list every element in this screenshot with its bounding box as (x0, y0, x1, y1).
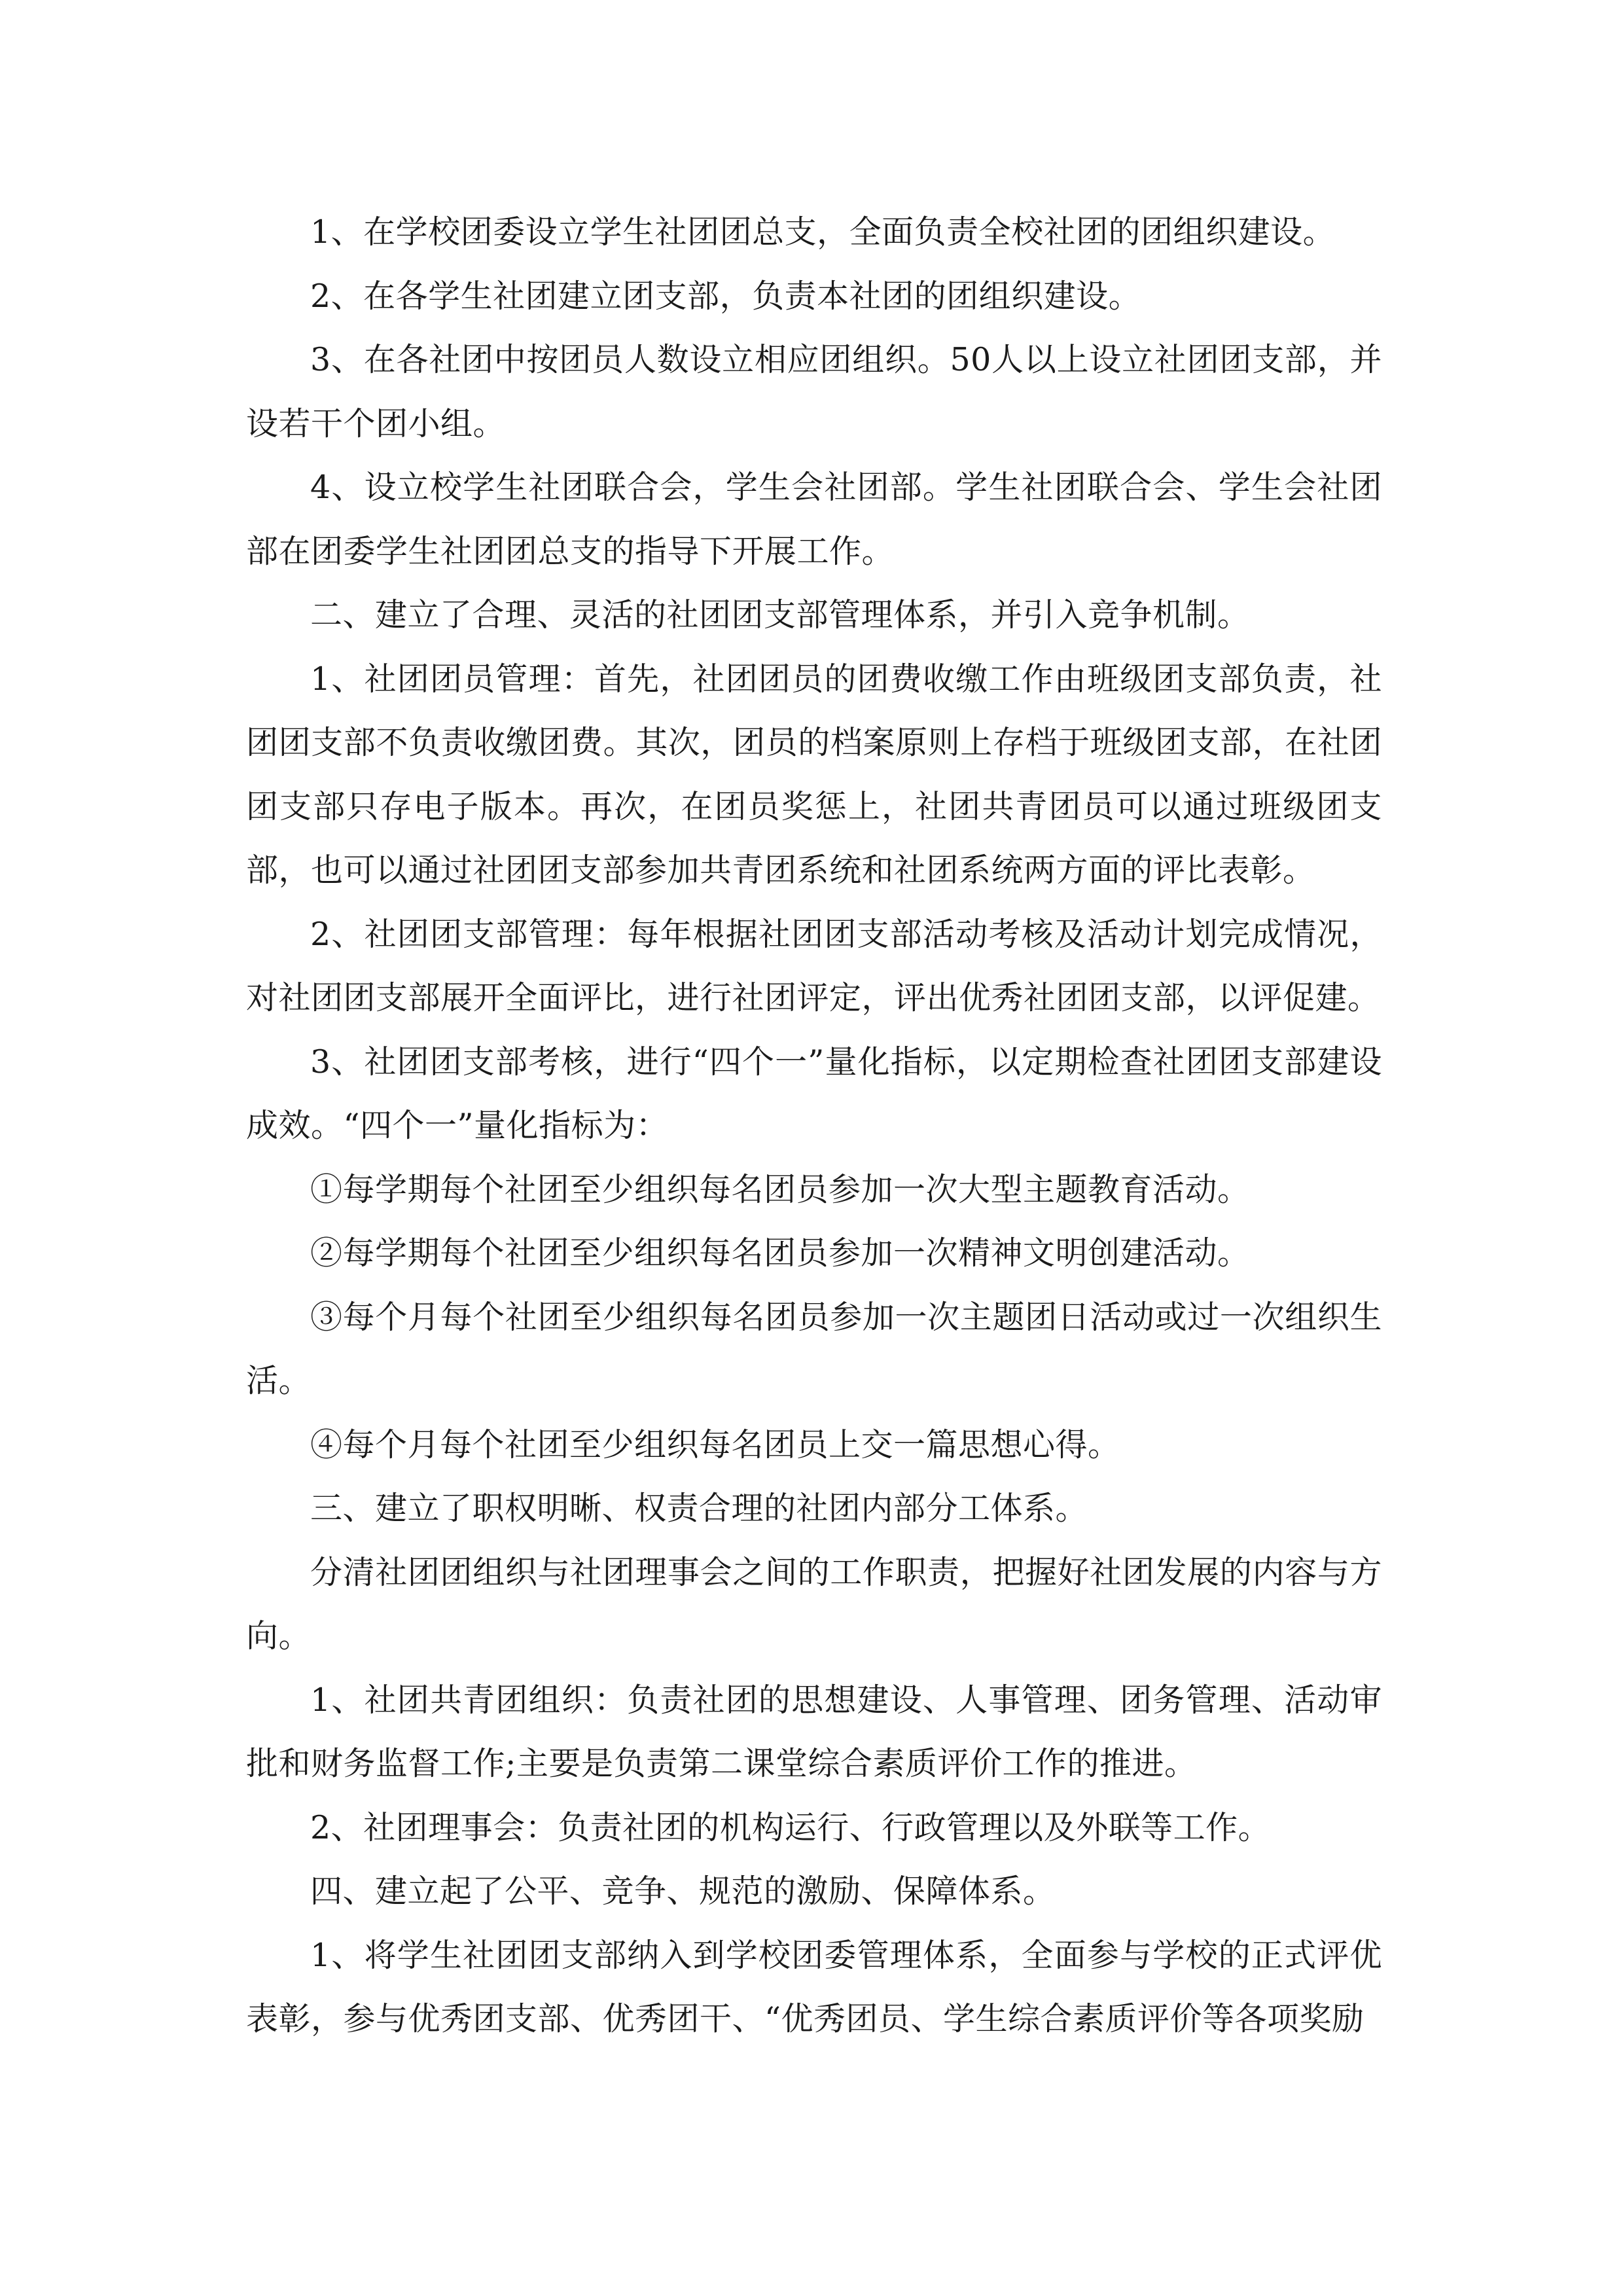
section-heading: 二、建立了合理、灵活的社团团支部管理体系，并引入竞争机制。 (310, 596, 1250, 634)
paragraph: 2、在各学生社团建立团支部，负责本社团的团组织建设。 (310, 277, 1141, 315)
list-item: ②每学期每个社团至少组织每名团员参加一次精神文明创建活动。 (310, 1234, 1250, 1272)
document-body (246, 200, 1382, 2051)
paragraph: 1、社团团员管理：首先，社团团员的团费收缴工作由班级团支部负责，社团团支部不负责收缴团费。其次，团员的档案原则上存档于班级团支部，在社团团支部只存电子版本。再次，在团员奖惩上，社团共青团员可以通过班级团支部，也可以通过社团团支部参加共青团系统和社团系统两方面的评比表彰。 (246, 660, 1382, 889)
paragraph: 4、设立校学生社团联合会，学生会社团部。学生社团联合会、学生会社团部在团委学生社团团总支的指导下开展工作。 (246, 469, 1382, 570)
list-item: ①每学期每个社团至少组织每名团员参加一次大型主题教育活动。 (310, 1170, 1250, 1208)
paragraph: 2、社团理事会：负责社团的机构运行、行政管理以及外联等工作。 (310, 1808, 1271, 1846)
section-heading: 四、建立起了公平、竞争、规范的激励、保障体系。 (310, 1873, 1056, 1910)
paragraph: 1、将学生社团团支部纳入到学校团委管理体系，全面参与学校的正式评优表彰，参与优秀团支部、优秀团干、“优秀团员、学生综合素质评价等各项奖励 (246, 1936, 1382, 2037)
list-item: ④每个月每个社团至少组织每名团员上交一篇思想心得。 (310, 1426, 1120, 1463)
paragraph: 3、在各社团中按团员人数设立相应团组织。50人以上设立社团团支部，并设若干个团小组。 (246, 341, 1382, 442)
paragraph: 1、在学校团委设立学生社团团总支，全面负责全校社团的团组织建设。 (310, 213, 1336, 251)
section-heading: 三、建立了职权明晰、权责合理的社团内部分工体系。 (310, 1490, 1088, 1527)
paragraph: 2、社团团支部管理：每年根据社团团支部活动考核及活动计划完成情况，对社团团支部展开全面评比，进行社团评定，评出优秀社团团支部，以评促建。 (246, 915, 1382, 1016)
list-item: ③每个月每个社团至少组织每名团员参加一次主题团日活动或过一次组织生活。 (246, 1298, 1382, 1399)
paragraph: 分清社团团组织与社团理事会之间的工作职责，把握好社团发展的内容与方向。 (246, 1553, 1382, 1655)
paragraph: 1、社团共青团组织：负责社团的思想建设、人事管理、团务管理、活动审批和财务监督工作;主要是负责第二课堂综合素质评价工作的推进。 (246, 1681, 1382, 1782)
paragraph: 3、社团团支部考核，进行“四个一”量化指标，以定期检查社团团支部建设成效。“四个一”量化指标为： (246, 1043, 1382, 1144)
